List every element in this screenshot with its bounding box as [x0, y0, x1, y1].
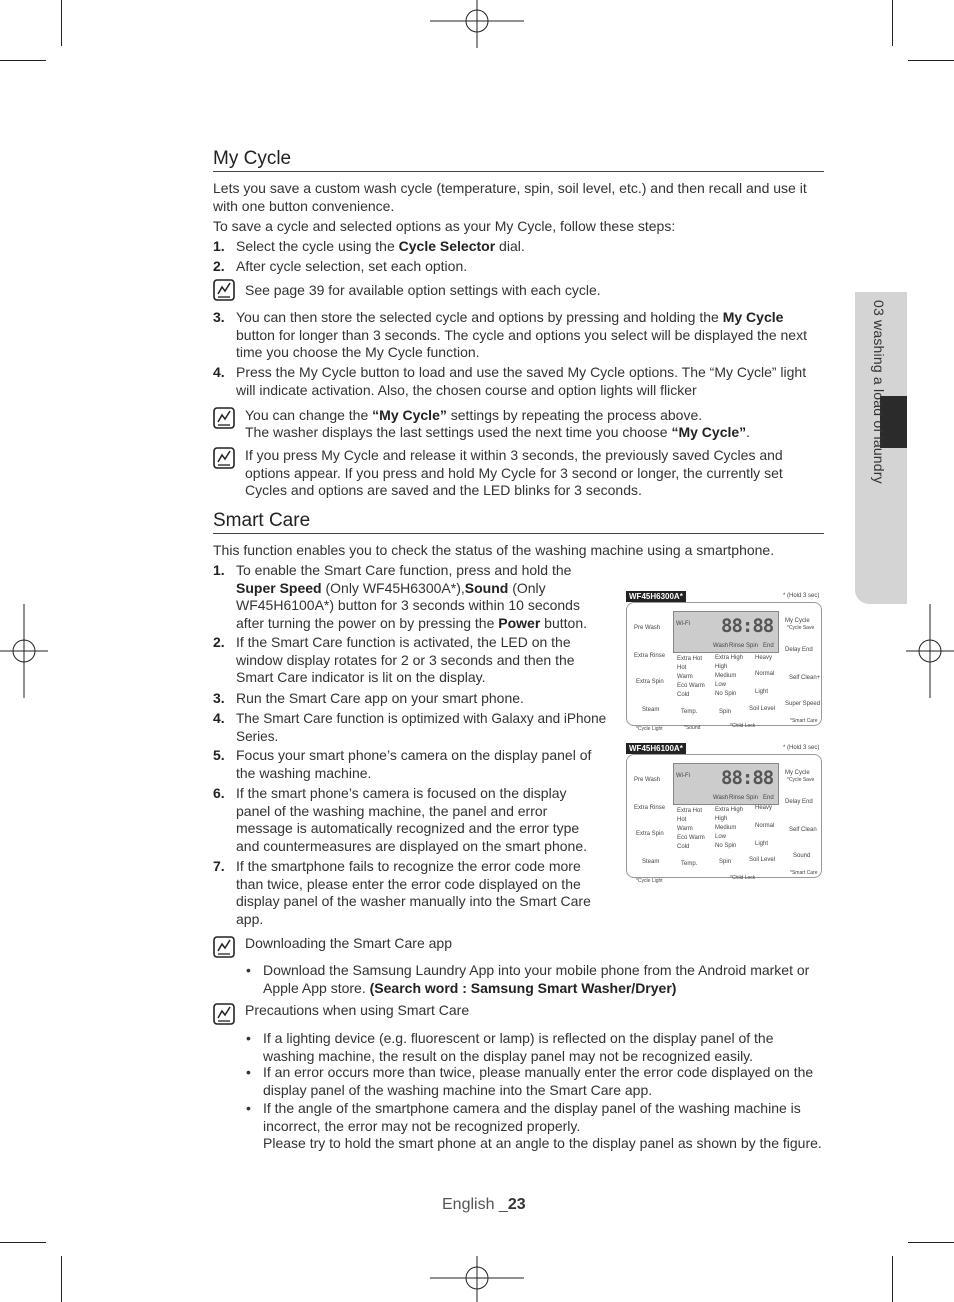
panel-button-label: Pre Wash: [634, 777, 661, 783]
step-number: 4.: [213, 364, 225, 380]
registration-mark-left: [0, 604, 48, 698]
note-text: See page 39 for available option settings with each cycle.: [245, 282, 601, 298]
panel-button-label: Extra Rinse: [634, 653, 666, 659]
panel-option: Extra Hot: [677, 808, 703, 814]
panel-option: Warm: [677, 674, 693, 680]
step-number: 2.: [213, 634, 225, 650]
bullet: •: [246, 962, 251, 978]
panel-option: Extra High: [715, 655, 744, 661]
crop-mark: [908, 60, 954, 61]
note-text: If you press My Cycle and release it within 3 seconds, the previously saved Cycles and options appear. If you press and hold My Cycle for 3 second or longer, the currently set Cycles and options are saved and the LED blinks for 3 seconds.: [245, 447, 783, 498]
panel-status: End: [763, 643, 774, 649]
panel-hold-note: * (Hold 3 sec): [783, 593, 820, 599]
panel-option: Cold: [677, 692, 690, 698]
step-number: 2.: [213, 258, 225, 274]
panel-bottom-label: Soil Level: [749, 857, 776, 863]
panel-option: Eco Warm: [677, 835, 705, 841]
intro-paragraph: To save a cycle and selected options as your My Cycle, follow these steps:: [213, 218, 676, 234]
panel-button-label: Super Speed: [785, 701, 821, 707]
panel-button-label: Sound: [793, 853, 811, 859]
panel-option: Cold: [677, 844, 690, 850]
control-panel-illustration: [626, 602, 822, 726]
panel-option: Extra High: [715, 807, 744, 813]
step-number: 7.: [213, 858, 225, 874]
panel-status: Spin: [746, 795, 759, 801]
intro-paragraph: Lets you save a custom wash cycle (temperature, spin, soil level, etc.) and then recall and use it with one button convenience.: [213, 180, 807, 214]
footer-language: English _: [442, 1196, 508, 1213]
crop-mark: [61, 1256, 62, 1302]
step-text: If the Smart Care function is activated, the LED on the window display rotates for 2 or 3 seconds and then the Smart Care indicator is lit on the display.: [236, 634, 575, 685]
step-number: 3.: [213, 309, 225, 325]
panel-footnote: *Smart Care: [790, 870, 818, 876]
panel-option: Warm: [677, 826, 693, 832]
bullet-text: If the angle of the smartphone camera and the display panel of the washing machine is incorrect, the error may not be recognized properly.: [263, 1100, 801, 1134]
panel-wifi: Wi-Fi: [676, 621, 690, 627]
bullet: •: [246, 1030, 251, 1046]
panel-button-label: Pre Wash: [634, 625, 661, 631]
registration-mark-right: [906, 604, 954, 698]
step-text: The Smart Care function is optimized with Galaxy and iPhone Series.: [236, 711, 607, 744]
crop-mark: [0, 60, 46, 61]
panel-wifi: Wi-Fi: [676, 773, 690, 779]
bullet-text: If a lighting device (e.g. fluorescent or lamp) is reflected on the display panel of the washing machine, the result on the display panel may not be recognized easily.: [263, 1030, 774, 1064]
note-icon: [213, 279, 235, 301]
panel-footnote: *Child Lock: [730, 875, 756, 881]
note-heading: Downloading the Smart Care app: [245, 935, 453, 951]
crop-mark: [892, 1256, 893, 1302]
panel-button-label: Self Clean: [789, 827, 817, 833]
panel-option: Heavy: [755, 805, 773, 811]
crop-mark: [908, 1242, 954, 1243]
panel-bottom-label: Spin: [719, 709, 732, 715]
registration-mark-bottom: [430, 1256, 524, 1302]
step-text: Run the Smart Care app on your smart phone.: [236, 690, 524, 706]
panel-option: Normal: [755, 671, 775, 677]
crop-mark: [0, 1242, 46, 1243]
panel-button-label: *Cycle Save: [787, 625, 815, 631]
note-text: You can change the “My Cycle” settings by repeating the process above.: [245, 407, 703, 423]
panel-button-label: *Cycle Save: [787, 777, 815, 783]
panel-button-label: Delay End: [785, 647, 813, 653]
section-title-my-cycle: My Cycle: [213, 148, 292, 169]
panel-option: Medium: [715, 825, 737, 831]
panel-status: Rinse: [729, 795, 745, 801]
panel-button-label: Extra Spin: [636, 679, 664, 685]
panel-option: High: [715, 664, 728, 670]
panel-footnote: *Sound: [684, 725, 701, 731]
panel-model-label: WF45H6100A*: [626, 743, 686, 754]
panel-option: Eco Warm: [677, 683, 705, 689]
step-number: 1.: [213, 238, 225, 254]
step-number: 6.: [213, 785, 225, 801]
step-text: To enable the Smart Care function, press and hold the Super Speed (Only WF45H6300A*),Sound (Only WF45H6100A*) button for 3 seconds within 10 seconds after turning the power on by pressing the Power button.: [236, 562, 587, 631]
panel-bottom-label: Spin: [719, 859, 732, 865]
note-icon: [213, 447, 235, 469]
page-number: 23: [507, 1196, 526, 1213]
panel-option: Hot: [677, 665, 687, 671]
section-rule: [213, 171, 824, 172]
panel-option: Medium: [715, 673, 737, 679]
panel-option: Light: [755, 841, 769, 847]
step-number: 1.: [213, 562, 225, 578]
step-number: 5.: [213, 747, 225, 763]
crop-mark: [892, 0, 893, 46]
panel-button-label: My Cycle: [785, 770, 810, 776]
registration-mark-top: [430, 0, 524, 48]
step-text: If the smartphone fails to recognize the error code more than twice, please enter the error code displayed on the display panel of the washer manually into the Smart Care app.: [236, 858, 591, 927]
panel-button-label: My Cycle: [785, 618, 810, 624]
note-icon: [213, 407, 235, 429]
panel-button-label: Delay End: [785, 799, 813, 805]
note-text: The washer displays the last settings used the next time you choose “My Cycle”.: [245, 424, 751, 440]
panel-button-label: Steam: [642, 859, 660, 865]
panel-digits: 88:88: [721, 767, 774, 789]
panel-button-label: Self Clean+: [789, 675, 821, 681]
panel-model-label: WF45H6300A*: [626, 591, 686, 602]
panel-bottom-label: Soil Level: [749, 706, 776, 712]
control-panel-illustration: [626, 754, 822, 878]
panel-status: Wash: [713, 643, 729, 649]
step-text: Select the cycle using the Cycle Selector dial.: [236, 238, 525, 254]
bullet: •: [246, 1064, 251, 1080]
note-icon: [213, 1003, 235, 1025]
panel-footnote: *Cycle Light: [636, 878, 663, 884]
note-heading: Precautions when using Smart Care: [245, 1002, 470, 1018]
panel-footnote: *Child Lock: [730, 723, 756, 729]
step-text: Focus your smart phone’s camera on the display panel of the washing machine.: [236, 747, 592, 781]
step-text: You can then store the selected cycle and options by pressing and holding the My Cycle button for longer than 3 seconds. The cycle and options you select will be displayed the next time you choose the My Cycle function.: [236, 309, 807, 360]
bullet: •: [246, 1100, 251, 1116]
section-title-smart-care: Smart Care: [213, 510, 311, 531]
step-number: 3.: [213, 690, 225, 706]
panel-option: Hot: [677, 817, 687, 823]
panel-button-label: Steam: [642, 707, 660, 713]
step-number: 4.: [213, 710, 225, 726]
step-text: Press the My Cycle button to load and use the saved My Cycle options. The “My Cycle” light will indicate activation. Also, the chosen course and option lights will flicker: [236, 364, 807, 398]
panel-option: Low: [715, 682, 727, 688]
intro-paragraph: This function enables you to check the status of the washing machine using a smartphone.: [213, 542, 775, 558]
bullet-text: If an error occurs more than twice, please manually enter the error code displayed on the display panel of the washing machine into the Smart Care app.: [263, 1064, 814, 1098]
panel-option: Heavy: [755, 655, 773, 661]
bullet-text: Please try to hold the smart phone at an angle to the display panel as shown by the figure.: [263, 1135, 822, 1151]
step-text: If the smart phone’s camera is focused on the display panel of the washing machine, the panel and error message is automatically recognized and the error type and countermeasures are displayed on the smart phone.: [236, 785, 587, 854]
panel-option: Low: [715, 834, 727, 840]
panel-option: Normal: [755, 823, 775, 829]
panel-footnote: *Cycle Light: [636, 726, 663, 732]
panel-status: Rinse: [729, 643, 745, 649]
panel-digits: 88:88: [721, 615, 774, 637]
panel-bottom-label: Temp.: [681, 861, 698, 867]
panel-bottom-label: Temp.: [681, 709, 698, 715]
panel-button-label: Extra Spin: [636, 831, 664, 837]
crop-mark: [61, 0, 62, 46]
panel-status: Wash: [713, 795, 729, 801]
panel-status: End: [763, 795, 774, 801]
bullet-text: Download the Samsung Laundry App into your mobile phone from the Android market or Apple App store. (Search word : Samsung Smart Washer/Dryer): [263, 962, 810, 996]
panel-option: No Spin: [715, 691, 737, 697]
chapter-tab-label: 03 washing a load of laundry: [871, 300, 887, 484]
note-icon: [213, 936, 235, 958]
panel-hold-note: * (Hold 3 sec): [783, 745, 820, 751]
step-text: After cycle selection, set each option.: [236, 258, 468, 274]
section-rule: [213, 533, 824, 534]
panel-button-label: Extra Rinse: [634, 805, 666, 811]
panel-status: Spin: [746, 643, 759, 649]
panel-option: High: [715, 816, 728, 822]
panel-footnote: *Smart Care: [790, 718, 818, 724]
panel-option: No Spin: [715, 843, 737, 849]
panel-option: Light: [755, 689, 769, 695]
panel-option: Extra Hot: [677, 656, 703, 662]
page-footer: [442, 1196, 526, 1214]
